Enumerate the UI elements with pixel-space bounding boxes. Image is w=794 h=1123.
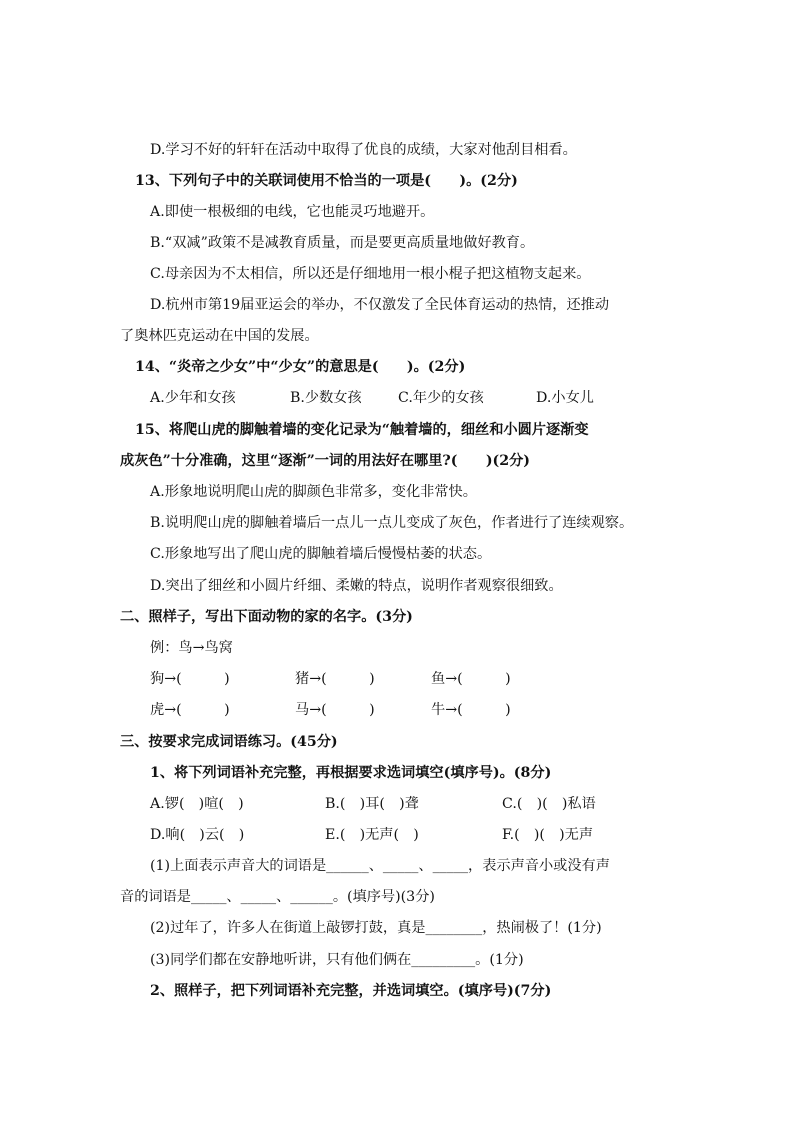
q14-option-d: D.小女儿 (536, 390, 594, 406)
section3-q1-stem: 1、将下列词语补充完整，再根据要求选词填空(填序号)。(8分) (150, 765, 552, 781)
q14-stem: 14、“炎帝之少女”中“少女”的意思是( )。(2分) (135, 359, 466, 375)
word-f: F.( )( )无声 (502, 827, 594, 843)
q13-option-d-line1: D.杭州市第19届亚运会的举办，不仅激发了全民体育运动的热情，还推动 (150, 297, 610, 313)
q15-option-c: C.形象地写出了爬山虎的脚触着墙后慢慢枯萎的状态。 (150, 546, 492, 562)
animal-home-tiger: 虎→( ) (150, 702, 230, 718)
section3-q1-part3: (3)同学们都在安静地听讲，只有他们俩在_________。(1分) (150, 952, 524, 968)
word-e: E.( )无声( ) (325, 827, 419, 843)
q15-option-d: D.突出了细丝和小圆片纤细、柔嫩的特点，说明作者观察很细致。 (150, 578, 563, 594)
word-b: B.( )耳( )聋 (325, 796, 419, 812)
section3-q2-stem: 2、照样子，把下列词语补充完整，并选词填空。(填序号)(7分) (150, 983, 552, 999)
q15-option-a: A.形象地说明爬山虎的脚颜色非常多，变化非常快。 (150, 484, 477, 500)
animal-home-horse: 马→( ) (295, 702, 375, 718)
q13-stem: 13、下列句子中的关联词使用不恰当的一项是( )。(2分) (135, 173, 518, 189)
animal-home-dog: 狗→( ) (150, 671, 230, 687)
q14-option-b: B.少数女孩 (290, 390, 362, 406)
q13-option-c: C.母亲因为不太相信，所以还是仔细地用一根小棍子把这植物支起来。 (150, 266, 591, 282)
q13-option-d-line2: 了奥林匹克运动在中国的发展。 (120, 328, 319, 344)
section2-example: 例：鸟→鸟窝 (150, 640, 233, 656)
section3-q1-part1-line1: (1)上面表示声音大的词语是______、_____、_____，表示声音小或没有声 (150, 858, 610, 874)
animal-home-cow: 牛→( ) (431, 702, 511, 718)
q15-option-b: B.说明爬山虎的脚触着墙后一点儿一点儿变成了灰色，作者进行了连续观察。 (150, 515, 634, 531)
q14-option-c: C.年少的女孩 (398, 390, 484, 406)
word-c: C.( )( )私语 (502, 796, 596, 812)
section3-q1-part1-line2: 音的词语是_____、_____、______。(填序号)(3分) (120, 889, 435, 905)
animal-home-fish: 鱼→( ) (431, 671, 511, 687)
q14-option-a: A.少年和女孩 (150, 390, 236, 406)
word-d: D.响( )云( ) (150, 827, 245, 843)
q13-option-a: A.即使一根极细的电线，它也能灵巧地避开。 (150, 204, 435, 220)
word-a: A.锣( )喧( ) (150, 796, 244, 812)
section2-title: 二、照样子，写出下面动物的家的名字。(3分) (120, 609, 413, 625)
section3-title: 三、按要求完成词语练习。(45分) (120, 734, 338, 750)
q12-option-d: D.学习不好的轩轩在活动中取得了优良的成绩，大家对他刮目相看。 (150, 142, 577, 158)
section3-q1-part2: (2)过年了，许多人在街道上敲锣打鼓，真是________，热闹极了！(1分) (150, 920, 602, 936)
q15-stem-line2: 成灰色”十分准确，这里“逐渐”一词的用法好在哪里?( )(2分) (120, 453, 531, 469)
q15-stem-line1: 15、将爬山虎的脚触着墙的变化记录为“触着墙的，细丝和小圆片逐渐变 (135, 422, 589, 438)
animal-home-pig: 猪→( ) (295, 671, 375, 687)
q13-option-b: B.“双减”政策不是减教育质量，而是要更高质量地做好教育。 (150, 235, 535, 251)
